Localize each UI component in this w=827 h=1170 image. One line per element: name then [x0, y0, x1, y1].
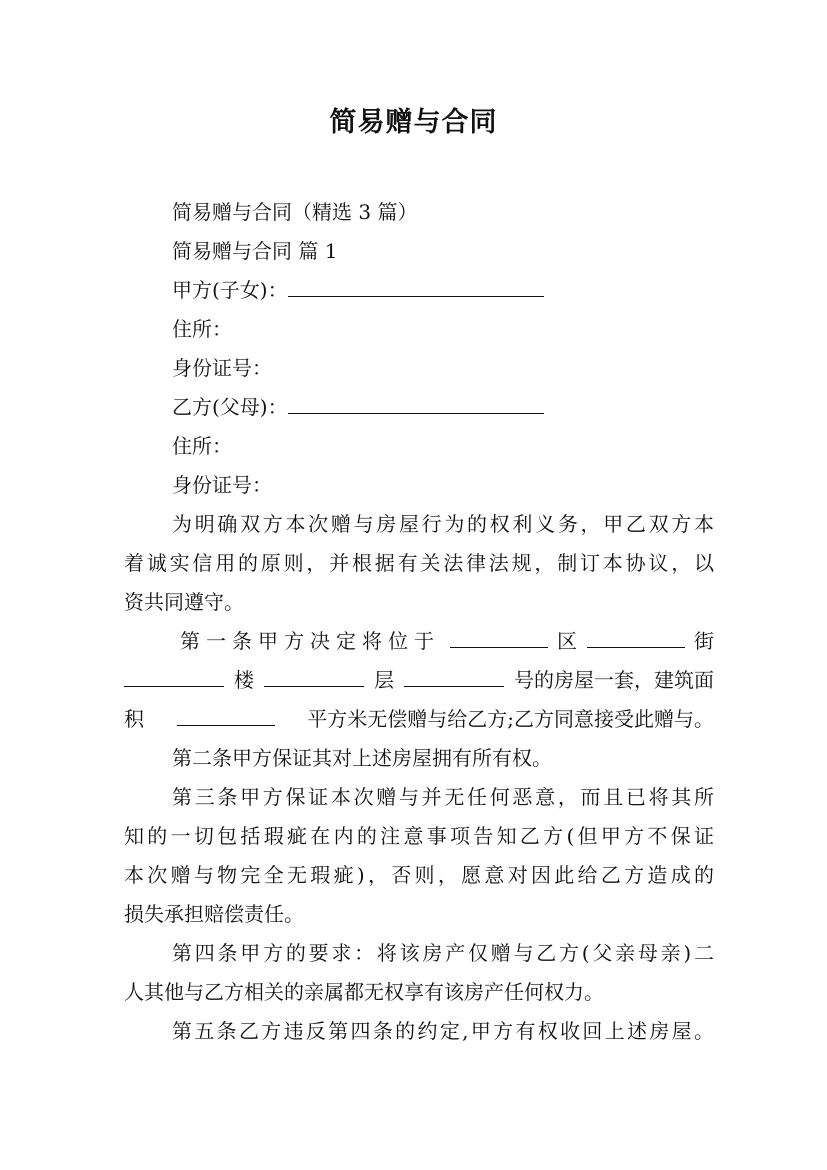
article-2: 第二条甲方保证其对上述房屋拥有所有权。	[172, 746, 552, 770]
article-1-text-floor: 层	[374, 668, 394, 692]
address-label-a: 住所：	[172, 317, 232, 341]
party-a-blank	[288, 278, 544, 297]
party-a-row	[172, 276, 714, 304]
district-blank	[450, 629, 548, 648]
article-3-line-4: 损失承担赔偿责任。	[124, 902, 304, 926]
street-blank	[587, 629, 685, 648]
section-heading: 简易赠与合同 篇 1	[172, 239, 338, 263]
article-1-text-a: 第一条甲方决定将位于	[180, 629, 440, 653]
article-3-line-1: 第三条甲方保证本次赠与并无任何恶意，而且已将其所	[172, 785, 714, 809]
article-4-line-2: 人其他与乙方相关的亲属都无权享有该房产任何权力。	[124, 980, 604, 1004]
article-3-line-2: 知的一切包括瑕疵在内的注意事项告知乙方(但甲方不保证	[124, 824, 714, 848]
unit-number-blank	[404, 668, 504, 687]
party-b-blank	[288, 395, 544, 414]
preamble-line-3: 资共同遵守。	[124, 590, 244, 614]
article-4-line-1: 第四条甲方的要求：将该房产仅赠与乙方(父亲母亲)二	[172, 941, 714, 965]
building-blank	[124, 668, 224, 687]
party-b-row	[172, 393, 714, 421]
article-1-text-building: 楼	[234, 668, 254, 692]
preamble-line-2: 着诚实信用的原则，并根据有关法律法规，制订本协议，以	[124, 551, 714, 575]
document-title: 简易赠与合同	[329, 107, 498, 138]
article-5: 第五条乙方违反第四条的约定,甲方有权收回上述房屋。	[172, 1019, 714, 1043]
article-1-line-1	[180, 627, 714, 655]
article-1-line-2	[124, 666, 714, 694]
article-1-text-district: 区	[557, 629, 577, 653]
id-number-label-b: 身份证号：	[172, 473, 272, 497]
preamble-line-1: 为明确双方本次赠与房屋行为的权利义务，甲乙双方本	[172, 512, 714, 536]
article-1-text-area: 积	[124, 707, 144, 731]
party-b-label: 乙方(父母)：	[172, 395, 288, 419]
floor-blank	[264, 668, 364, 687]
party-a-label: 甲方(子女)：	[172, 278, 288, 302]
article-3-line-3: 本次赠与物完全无瑕疵)，否则，愿意对因此给乙方造成的	[124, 863, 714, 887]
article-1-line-3	[124, 705, 714, 733]
article-1-text-street: 街	[694, 629, 714, 653]
subtitle: 简易赠与合同（精选 3 篇）	[172, 200, 418, 224]
address-label-b: 住所：	[172, 434, 232, 458]
article-1-text-gift: 平方米无偿赠与给乙方;乙方同意接受此赠与。	[307, 707, 714, 731]
id-number-label-a: 身份证号：	[172, 356, 272, 380]
article-1-text-number: 号的房屋一套，建筑面	[514, 668, 714, 692]
area-blank	[177, 707, 275, 726]
